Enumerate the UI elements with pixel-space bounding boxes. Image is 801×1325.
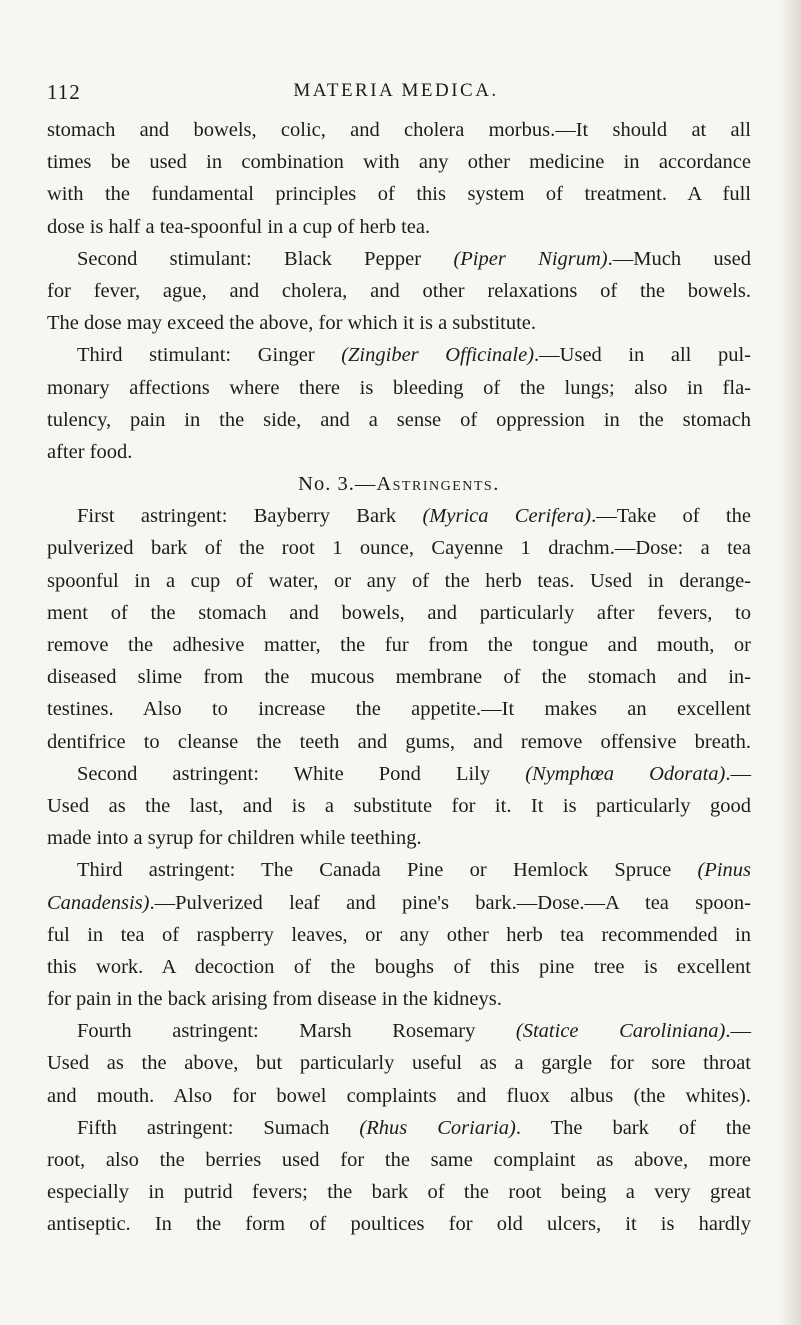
text-line: The dose may exceed the above, for which it is a substitute.: [47, 312, 537, 335]
paragraph-fifth-astringent: Fifth astringent: Sumach (Rhus Coriaria). The bark of the: [77, 1116, 751, 1139]
running-title: MATERIA MEDICA.: [293, 80, 499, 101]
latin-name: (Statice Caroliniana): [515, 1020, 726, 1043]
text-line: dentifrice to cleanse the teeth and gums, and remove offensive breath.: [47, 730, 751, 753]
text-line: especially in putrid fevers; the bark of the root being a very great: [47, 1181, 751, 1204]
text-line: dose is half a tea-spoonful in a cup of herb tea.: [47, 215, 431, 238]
page-number: 112: [47, 80, 81, 104]
text-line: diseased slime from the mucous membrane of the stomach and in-: [47, 666, 751, 689]
body-text: [47, 114, 751, 1241]
text-line: made into a syrup for children while teething.: [47, 827, 422, 850]
text-line: spoonful in a cup of water, or any of the herb teas. Used in derange-: [47, 569, 751, 592]
latin-name: (Myrica Cerifera): [422, 505, 592, 528]
text-line: ment of the stomach and bowels, and particularly after fevers, to: [47, 601, 751, 624]
latin-name: (Nymphœa Odorata): [525, 762, 726, 785]
text-line: for pain in the back arising from disease in the kidneys.: [47, 988, 502, 1011]
text-line: this work. A decoction of the boughs of this pine tree is excellent: [47, 955, 751, 978]
latin-name: (Rhus Coriaria): [359, 1116, 516, 1139]
text-line: pulverized bark of the root 1 ounce, Cayenne 1 drachm.—Dose: a tea: [47, 537, 751, 560]
latin-name: (Piper Nigrum): [453, 247, 608, 270]
text-line: Used as the above, but particularly useful as a gargle for sore throat: [47, 1052, 751, 1075]
text-line: for fever, ague, and cholera, and other relaxations of the bowels.: [47, 279, 751, 302]
text-line: root, also the berries used for the same complaint as above, more: [47, 1149, 751, 1171]
latin-name: (Zingiber Officinale): [341, 344, 535, 367]
text-line: Canadensis).—Pulverized leaf and pine's bark.—Dose.—A tea spoon-: [47, 891, 751, 914]
text-line: Used as the last, and is a substitute for it. It is particularly good: [47, 794, 751, 817]
text-line: remove the adhesive matter, the fur from the tongue and mouth, or: [47, 634, 751, 656]
text-line: stomach and bowels, colic, and cholera morbus.—It should at all: [47, 119, 751, 141]
text-line: with the fundamental principles of this system of treatment. A full: [47, 183, 751, 206]
latin-name: Canadensis): [47, 891, 150, 914]
paragraph-third-astringent: Third astringent: The Canada Pine or Hemlock Spruce (Pinus: [77, 859, 751, 882]
latin-name: (Pinus: [697, 859, 751, 882]
section-heading: No. 3.—Astringents.: [298, 473, 500, 496]
text-line: after food.: [47, 440, 133, 463]
paragraph-second-astringent: Second astringent: White Pond Lily (Nymphœa Odorata).—: [77, 762, 751, 785]
paragraph-fourth-astringent: Fourth astringent: Marsh Rosemary (Statice Caroliniana).—: [77, 1020, 751, 1043]
text-line: antiseptic. In the form of poultices for old ulcers, it is hardly: [47, 1213, 751, 1236]
paragraph-first-astringent: First astringent: Bayberry Bark (Myrica Cerifera).—Take of the: [77, 505, 751, 528]
paragraph-third-stimulant: Third stimulant: Ginger (Zingiber Officinale).—Used in all pul-: [77, 344, 751, 367]
paragraph-second-stimulant: Second stimulant: Black Pepper (Piper Nigrum).—Much used: [77, 247, 751, 270]
text-line: tulency, pain in the side, and a sense of oppression in the stomach: [47, 408, 751, 431]
running-head: [47, 80, 745, 108]
text-line: monary affections where there is bleeding of the lungs; also in fla-: [47, 376, 751, 399]
text-line: testines. Also to increase the appetite.—It makes an excellent: [47, 698, 751, 721]
text-line: ful in tea of raspberry leaves, or any other herb tea recommended in: [47, 923, 751, 946]
text-line: times be used in combination with any other medicine in accordance: [47, 151, 751, 174]
text-line: and mouth. Also for bowel complaints and fluox albus (the whites).: [47, 1084, 751, 1107]
